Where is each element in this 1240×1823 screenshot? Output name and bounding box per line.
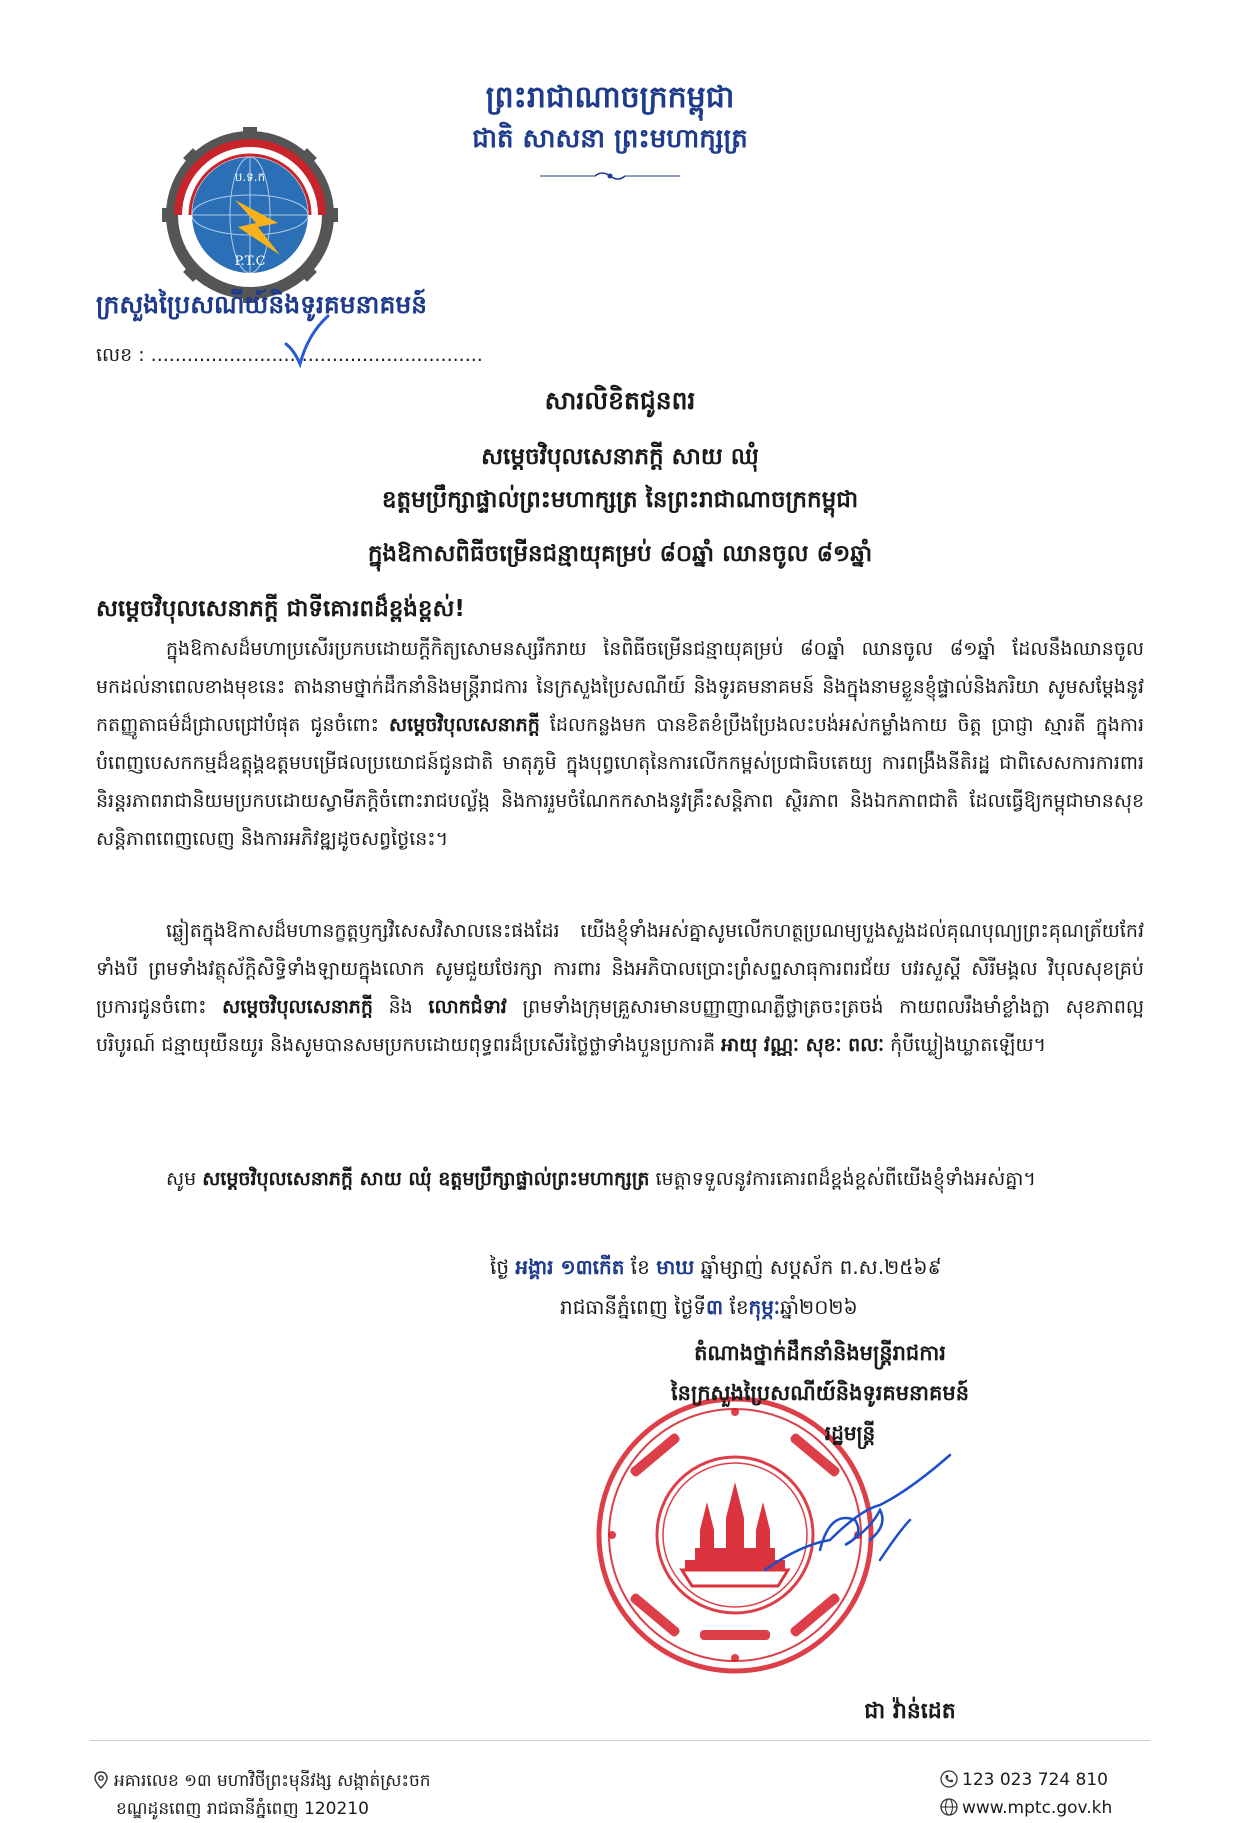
location-pin-icon xyxy=(92,1771,110,1789)
kingdom-title: ព្រះរាជាណាចក្រកម្ពុជា xyxy=(485,80,735,115)
solar-date: រាជធានីភ្នំពេញ ថ្ងៃទី៣ ខែកុម្ភៈឆ្នាំ២០២៦ xyxy=(560,1295,858,1319)
occasion-line: ក្នុងឱកាសពិធីចម្រើនជន្មាយុគម្រប់ ៨០ឆ្នាំ ឈានចូល ៨១ឆ្នាំ xyxy=(367,541,873,567)
honorific-bold: សម្តេចវិបុលសេនាភក្តី xyxy=(222,996,373,1018)
checkmark-icon xyxy=(282,314,332,368)
addressee-title: ឧត្តមប្រឹក្សាផ្ទាល់ព្រះមហាក្សត្រ នៃព្រះរាជាណាចក្រកម្ពុជា xyxy=(381,487,859,513)
honorific-bold: សម្តេចវិបុលសេនាភក្តី xyxy=(389,714,540,736)
signatory-representative: តំណាងថ្នាក់ដឹកនាំនិងមន្ត្រីរាជការ xyxy=(694,1341,946,1365)
phone-icon xyxy=(940,1770,958,1788)
salutation: សម្តេចវិបុលសេនាភក្តី ជាទីគោរពដ៏ខ្ពង់ខ្ពស់! xyxy=(96,596,465,622)
honorific-bold: សម្តេចវិបុលសេនាភក្តី សាយ ឈុំ ឧត្តមប្រឹក្សាផ្ទាល់ព្រះមហាក្សត្រ xyxy=(202,1168,650,1190)
handwritten-signature xyxy=(760,1450,960,1590)
lunar-date: ថ្ងៃ អង្គារ ១៣កើត ខែ មាឃ ឆ្នាំម្សាញ់ សប្តស័ក ព.ស.២៥៦៩ xyxy=(490,1255,942,1279)
footer-address-line1: អគារលេខ ១៣ មហាវិថីព្រះមុនីវង្ស សង្កាត់ស្រះចក xyxy=(92,1770,612,1795)
reference-number: លេខ : ....................................................... xyxy=(96,344,483,366)
signatory-position: រដ្ឋមន្ត្រី xyxy=(824,1421,876,1445)
footer-divider xyxy=(90,1740,1150,1741)
signatory-ministry: នៃក្រសួងប្រៃសណីយ៍និងទូរគមនាគមន៍ xyxy=(670,1381,970,1405)
national-motto: ជាតិ សាសនា ព្រះមហាក្សត្រ xyxy=(472,124,748,154)
globe-icon xyxy=(940,1798,958,1816)
addressee-name: សម្តេចវិបុលសេនាភក្តី សាយ ឈុំ xyxy=(481,444,759,470)
letter-title: សារលិខិតជូនពរ xyxy=(544,386,696,415)
ministry-name: ក្រសួងប្រៃសណីយ៍និងទូរគមនាគមន៍ xyxy=(96,290,428,319)
logo-text-bottom: P.T.C xyxy=(234,254,266,269)
footer-phone[interactable]: 123 023 724 810 xyxy=(940,1770,1160,1790)
body-paragraph-1: ក្នុងឱកាសដ៏មហាប្រសើរប្រកបដោយក្តីកិត្យសោមនស្សរីករាយ នៃពិធីចម្រើនជន្មាយុគម្រប់ ៨០ឆ្នាំ ឈានចូល ៨១ឆ្នាំ ដែលនឹងឈានចូលមកដល់នាពេលខាងមុខនេះ តាងនាមថ្នាក់ដឹកនាំនិងមន្ត្រីរាជការ នៃក្រសួងប្រៃសណីយ៍ និងទូរគមនាគមន៍ និងក្នុងនាមខ្លួនខ្ញុំផ្ទាល់និងភរិយា សូមសម្តែងនូវកតញ្ញូតាធម៌ដ៏ជ្រាលជ្រៅបំផុត ជូនចំពោះ សម្តេចវិបុលសេនាភក្តី ដែលកន្លងមក បានខិតខំប្រឹងប្រែងលះបង់អស់កម្លាំងកាយ ចិត្ត ប្រាជ្ញា ស្មារតី ក្នុងការបំពេញបេសកកម្មដ៏ឧត្តុង្គឧត្តមបម្រើផលប្រយោជន៍ជូនជាតិ មាតុភូមិ ក្នុងបុព្វហេតុនៃការលើកកម្ពស់ប្រជាធិបតេយ្យ ការពង្រឹងនីតិរដ្ឋ ជាពិសេសការការពារនិរន្តរភាពរាជានិយមប្រកបដោយស្វាមីភក្តិចំពោះរាជបល្ល័ង្ក និងការរួមចំណែកកសាងនូវគ្រឹះសន្តិភាព ស្ថិរភាព និងឯកភាពជាតិ ដែលធ្វើឱ្យកម្ពុជាមានសុខសន្តិភាពពេញលេញ និងការអភិវឌ្ឍដូចសព្វថ្ងៃនេះ។ xyxy=(96,638,1144,850)
signatory-name: ជា វ៉ាន់ដេត xyxy=(864,1699,956,1724)
footer-website[interactable]: www.mptc.gov.kh xyxy=(940,1798,1160,1818)
four-blessings: អាយុ វណ្ណៈ សុខៈ ពលៈ xyxy=(721,1034,885,1056)
body-paragraph-2: ឆ្លៀតក្នុងឱកាសដ៏មហានក្ខត្តឫក្សវិសេសវិសាលនេះផងដែរ យើងខ្ញុំទាំងអស់គ្នាសូមលើកហត្ថប្រណម្យបួងសួងដល់គុណបុណ្យព្រះគុណត្រ័យកែវទាំងបី ព្រមទាំងវត្ថុស័ក្តិសិទ្ធិទាំងឡាយក្នុងលោក សូមជួយថែរក្សា ការពារ និងអភិបាលប្រោះព្រំសព្ទសាធុការពរជ័យ បវរសួស្តី សិរីមង្គល វិបុលសុខគ្រប់ប្រការជូនចំពោះ សម្តេចវិបុលសេនាភក្តី និង លោកជំទាវ ព្រមទាំងក្រុមគ្រួសារមានបញ្ញាញាណភ្លឺថ្លាត្រចះត្រចង់ កាយពលរឹងមាំខ្លាំងក្លា សុខភាពល្អបរិបូរណ៍ ជន្មាយុយឺនយូរ និងសូមបានសមប្រកបដោយពុទ្ធពរដ៏ប្រសើរថ្លៃថ្លាទាំងបួនប្រការគឺ អាយុ វណ្ណៈ សុខៈ ពលៈ កុំបីឃ្លៀងឃ្លាតឡើយ។ xyxy=(96,920,1144,1056)
logo-text-top: ប.ទ.ក xyxy=(234,170,266,184)
footer-address-line2: ខណ្ឌដូនពេញ រាជធានីភ្នំពេញ 120210 xyxy=(116,1799,369,1819)
body-paragraph-3: សូម សម្តេចវិបុលសេនាភក្តី សាយ ឈុំ ឧត្តមប្រឹក្សាផ្ទាល់ព្រះមហាក្សត្រ មេត្តាទទួលនូវការគោរពដ៏ខ្ពង់ខ្ពស់ពីយើងខ្ញុំទាំងអស់គ្នា។ xyxy=(166,1168,1036,1190)
spouse-honorific: លោកជំទាវ xyxy=(428,996,507,1018)
ornament-divider xyxy=(540,170,680,182)
ministry-logo xyxy=(150,115,350,315)
